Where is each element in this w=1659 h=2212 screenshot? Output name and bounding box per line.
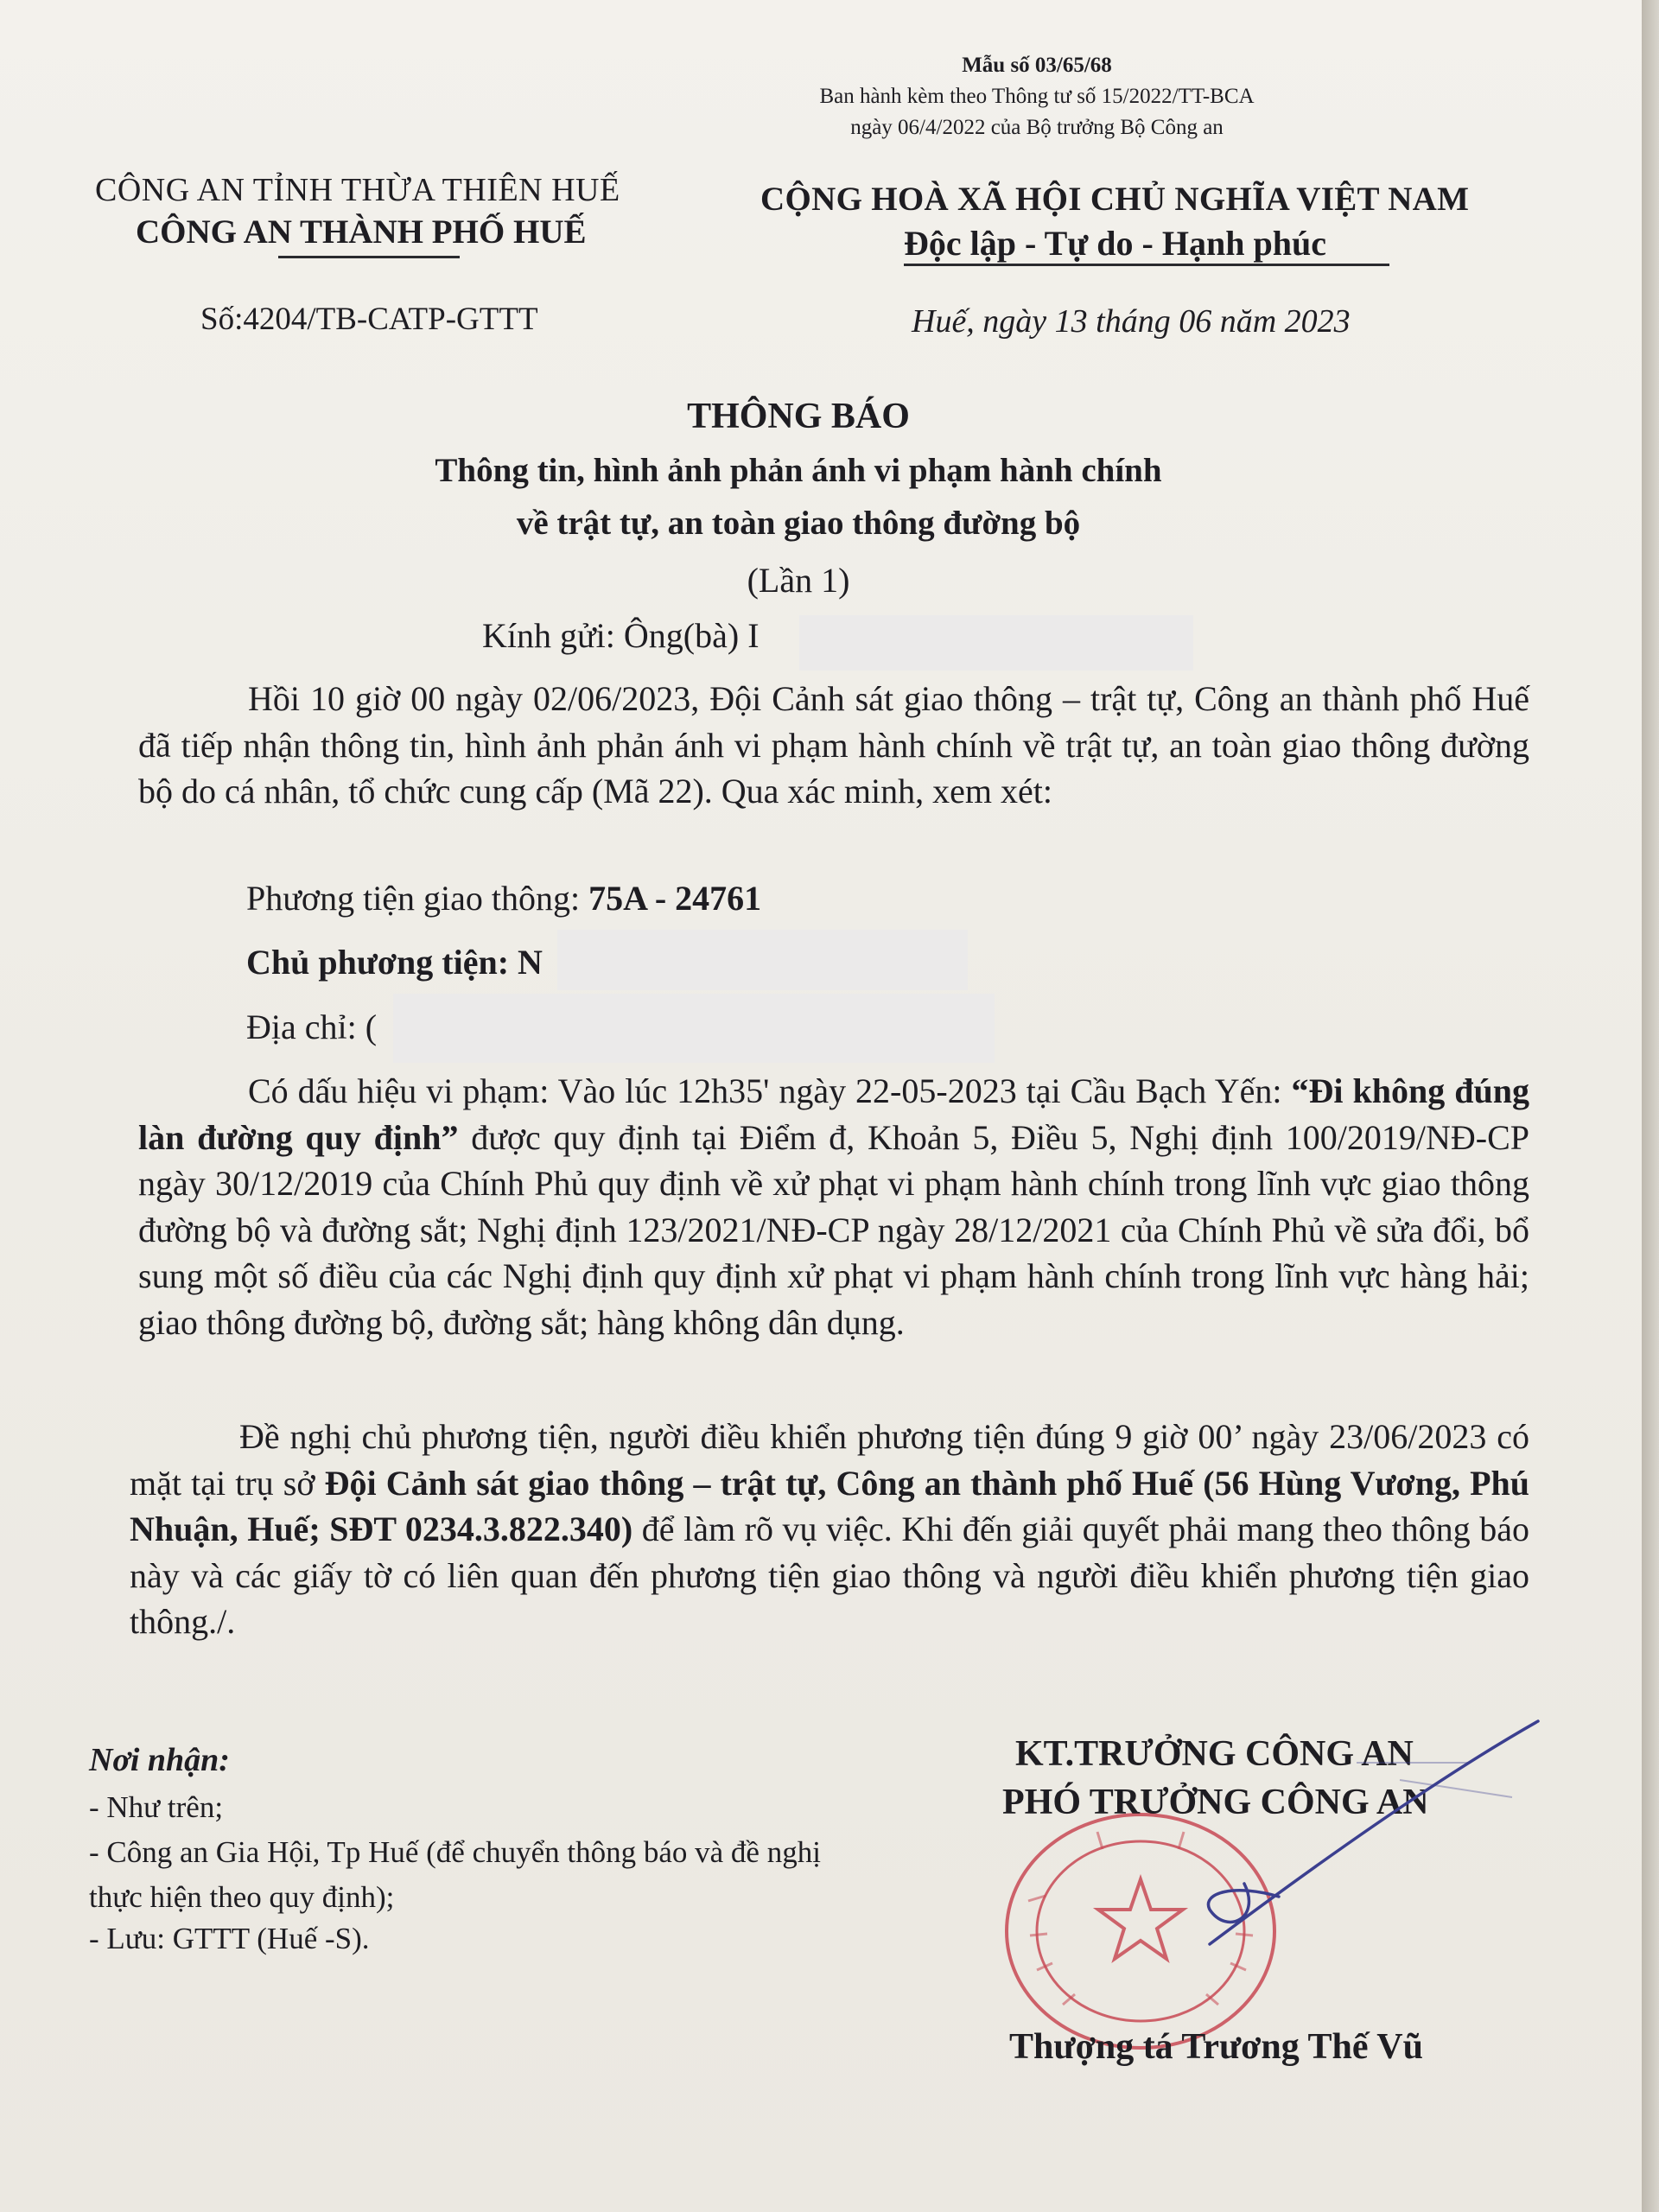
redaction-box-recipient — [799, 615, 1193, 671]
signature-title-line1: KT.TRƯỞNG CÔNG AN — [1015, 1734, 1414, 1774]
violation-intro: Có dấu hiệu vi phạm: Vào lúc 12h35' ngày 22-05-2023 tại Cầu Bạch Yến: — [248, 1071, 1282, 1110]
summons-intro: Đề nghị chủ phương tiện, người điều khiển phương tiện đúng 9 giờ 00’ ngày 23/06/2023 có mặt tại trụ sở — [130, 1417, 1529, 1503]
recipient-fragment: I — [747, 616, 760, 655]
agency-underline — [278, 256, 460, 258]
vehicle-label: Phương tiện giao thông: — [246, 879, 581, 918]
motto-underline — [904, 264, 1389, 266]
redaction-box-owner — [557, 930, 968, 990]
owner-line — [246, 942, 543, 982]
address-line — [246, 1007, 377, 1047]
violation-legal-basis: được quy định tại Điểm đ, Khoản 5, Điều 5, Nghị định 100/2019/NĐ-CP ngày 30/12/2019 của Chính Phủ quy định về xử phạt vi phạm hành chính trong lĩnh vực giao thông đường bộ và đường sắt; Nghị định 123/2021/NĐ-CP ngày 28/12/2021 của Chính Phủ về sửa đổi, bổ sung một số điều của các Nghị định quy định xử phạt vi phạm hành chính trong lĩnh vực hàng hải; giao thông đường bộ, đường sắt; hàng không dân dụng. — [138, 1117, 1529, 1342]
recipients-heading: Nơi nhận: — [89, 1742, 230, 1778]
form-issued-line1: Ban hành kèm theo Thông tư số 15/2022/TT-BCA — [819, 85, 1255, 108]
form-code-block — [605, 50, 1469, 143]
summons-instructions: để làm rõ vụ việc. Khi đến giải quyết phải mang theo thông báo này và các giấy tờ có liên quan đến phương tiện giao thông và người điều khiển phương tiện giao thông./. — [130, 1510, 1530, 1641]
redaction-box-address — [393, 994, 995, 1063]
place-date: Huế, ngày 13 tháng 06 năm 2023 — [912, 303, 1351, 340]
agency-parent: CÔNG AN TỈNH THỪA THIÊN HUẾ — [95, 172, 620, 208]
form-issued-line2: ngày 06/4/2022 của Bộ trưởng Bộ Công an — [850, 116, 1224, 139]
violation-name: “Đi không đúng làn đường quy định” — [138, 1071, 1530, 1157]
agency-name: CÔNG AN THÀNH PHỐ HUẾ — [136, 213, 587, 251]
notice-attempt: (Lần 1) — [747, 561, 850, 600]
address-fragment: ( — [365, 1007, 378, 1046]
owner-label: Chủ phương tiện: — [246, 943, 510, 982]
handwritten-signature — [950, 1711, 1555, 1970]
notice-title: THÔNG BÁO — [687, 397, 910, 436]
summons-office: Đội Cảnh sát giao thông – trật tự, Công an thành phố Huế (56 Hùng Vương, Phú Nhuận, Huế; SĐT 0234.3.822.340) — [130, 1463, 1529, 1548]
recipients-line-1: - Như trên; — [89, 1790, 224, 1824]
body-paragraph-2 — [138, 1068, 1529, 1345]
vehicle-plate: 75A - 24761 — [588, 879, 762, 918]
signer-name: Thượng tá Trương Thế Vũ — [1009, 2027, 1423, 2067]
body-paragraph-1: Hồi 10 giờ 00 ngày 02/06/2023, Đội Cảnh sát giao thông – trật tự, Công an thành phố Huế đã tiếp nhận thông tin, hình ảnh phản ánh vi phạm hành chính về trật tự, an toàn giao thông đường bộ do cá nhân, tổ chức cung cấp (Mã 22). Qua xác minh, xem xét: — [138, 679, 1529, 810]
recipient-line — [482, 615, 760, 656]
vehicle-line — [246, 878, 761, 918]
recipient-label: Kính gửi: Ông(bà) — [482, 616, 740, 655]
notice-subtitle-line1: Thông tin, hình ảnh phản ánh vi phạm hành chính — [435, 452, 1162, 489]
recipients-line-2: - Công an Gia Hội, Tp Huế (để chuyển thông báo và đề nghị thực hiện theo quy định); — [89, 1835, 821, 1914]
owner-fragment: N — [518, 943, 543, 982]
form-code: Mẫu số 03/65/68 — [962, 54, 1112, 77]
signature-title-line2: PHÓ TRƯỞNG CÔNG AN — [1002, 1783, 1429, 1822]
nation-title: CỘNG HOÀ XÃ HỘI CHỦ NGHĨA VIỆT NAM — [760, 181, 1470, 218]
page-edge-shadow — [1642, 0, 1659, 2212]
address-label: Địa chỉ: — [246, 1007, 357, 1046]
document-number: Số:4204/TB-CATP-GTTT — [200, 302, 538, 337]
national-motto: Độc lập - Tự do - Hạnh phúc — [904, 224, 1326, 263]
body-paragraph-3 — [130, 1414, 1529, 1645]
recipients-line-3: - Lưu: GTTT (Huế -S). — [89, 1922, 370, 1955]
notice-subtitle-line2: về trật tự, an toàn giao thông đường bộ — [516, 505, 1081, 542]
